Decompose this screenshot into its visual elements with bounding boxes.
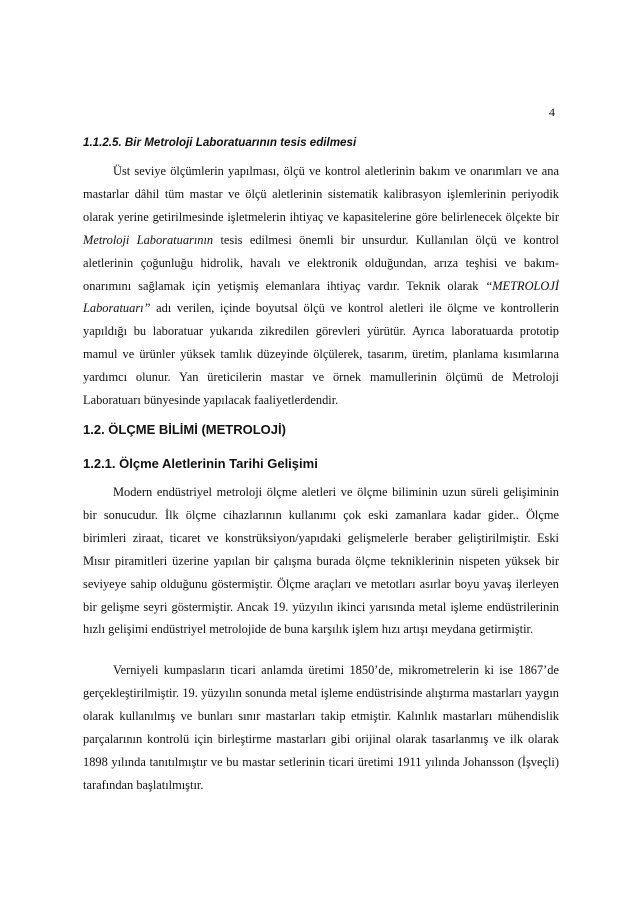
emphasis-text: Metroloji Laboratuarının <box>83 232 214 247</box>
page-number: 4 <box>549 105 555 119</box>
section-heading-1-2-1: 1.2.1. Ölçme Aletlerinin Tarihi Gelişimi <box>83 456 318 471</box>
paragraph-text: Verniyeli kumpasların ticari anlamda üretimi 1850’de, mikrometrelerin ki ise 1867’de gerçekleştirilmiştir. 19. yüzyılın sonunda metal işleme endüstrisinde alıştırma mastarları yaygın olarak kullanılmış ve bunları sınır mastarları takip etmiştir. Kalınlık mastarları mühendislik parçalarının kontrolü için birleştirme mastarları gibi orijinal olarak tasarlanmış ve ilk olarak 1898 yılında tanıtılmıştır ve bu mastar setlerinin ticari üretimi 1911 yılında Johansson (İşveçli) tarafından başlatılmıştır. <box>83 663 559 792</box>
paragraph-history <box>83 481 559 641</box>
paragraph-calipers <box>83 659 559 796</box>
paragraph-text: adı verilen, içinde boyutsal ölçü ve kontrol aletleri ile ölçme ve kontrollerin yapıldığı bu laboratuar yukarıda zikredilen görevleri yürütür. Ayrıca laboratuarda prototip mamul ve ürünler yüksek tamlık düzeyinde ölçülerek, tasarım, üretim, planlama kısımlarına yardımcı olunur. Yan üreticilerin mastar ve örnek mamullerinin ölçümü de Metroloji Laboratuarı bünyesinde yapılacak faaliyetlerdendir. <box>83 301 559 408</box>
paragraph-text: tesis edilmesi önemli bir unsurdur. Kullanılan ölçü ve kontrol aletlerinin çoğunluğu hidrolik, havalı ve elektronik olduğundan, arıza teşhisi ve bakım-onarımını sağlamak için yetişmiş elemanlara ihtiyaç vardır. Teknik olarak <box>83 232 560 293</box>
section-heading-1-2: 1.2. ÖLÇME BİLİMİ (METROLOJİ) <box>83 422 286 437</box>
emphasis-text: “METROLOJİ Laboratuarı” <box>83 278 559 316</box>
section-heading-1-1-2-5: 1.1.2.5. Bir Metroloji Laboratuarının tesis edilmesi <box>83 136 357 149</box>
paragraph-text: Üst seviye ölçümlerin yapılması, ölçü ve kontrol aletlerinin bakım ve onarımları ve ana mastarlar dâhil tüm mastar ve ölçü aletlerinin sistematik kalibrasyon işlemlerinin periyodik olarak yerine getirilmesinde işletmelerin ihtiyaç ve kapasitelerine göre belirlenecek ölçekte bir <box>83 164 559 224</box>
paragraph-laboratory <box>83 160 559 412</box>
paragraph-text: Modern endüstriyel metroloji ölçme aletleri ve ölçme biliminin uzun süreli gelişiminin bir sonucudur. İlk ölçme cihazlarının kullanımı çok eski zamanlara kadar gider.. Ölçme birimleri ziraat, ticaret ve konstrüksiyon/yapıdaki gelişmelerle beraber geliştirilmiştir. Eski Mısır piramitleri üzerine yapılan bir çalışma burada ölçme tekniklerinin nispeten yüksek bir seviyeye sahip olduğunu göstermiştir. Ölçme araçları ve metotları asırlar boyu yavaş ilerleyen bir gelişme seyri göstermiştir. Ancak 19. yüzyılın ikinci yarısında metal işleme endüstrilerinin hızlı gelişimi endüstriyel metrolojide de buna karşılık işlem hızı artışı meydana getirmiştir. <box>83 485 559 637</box>
